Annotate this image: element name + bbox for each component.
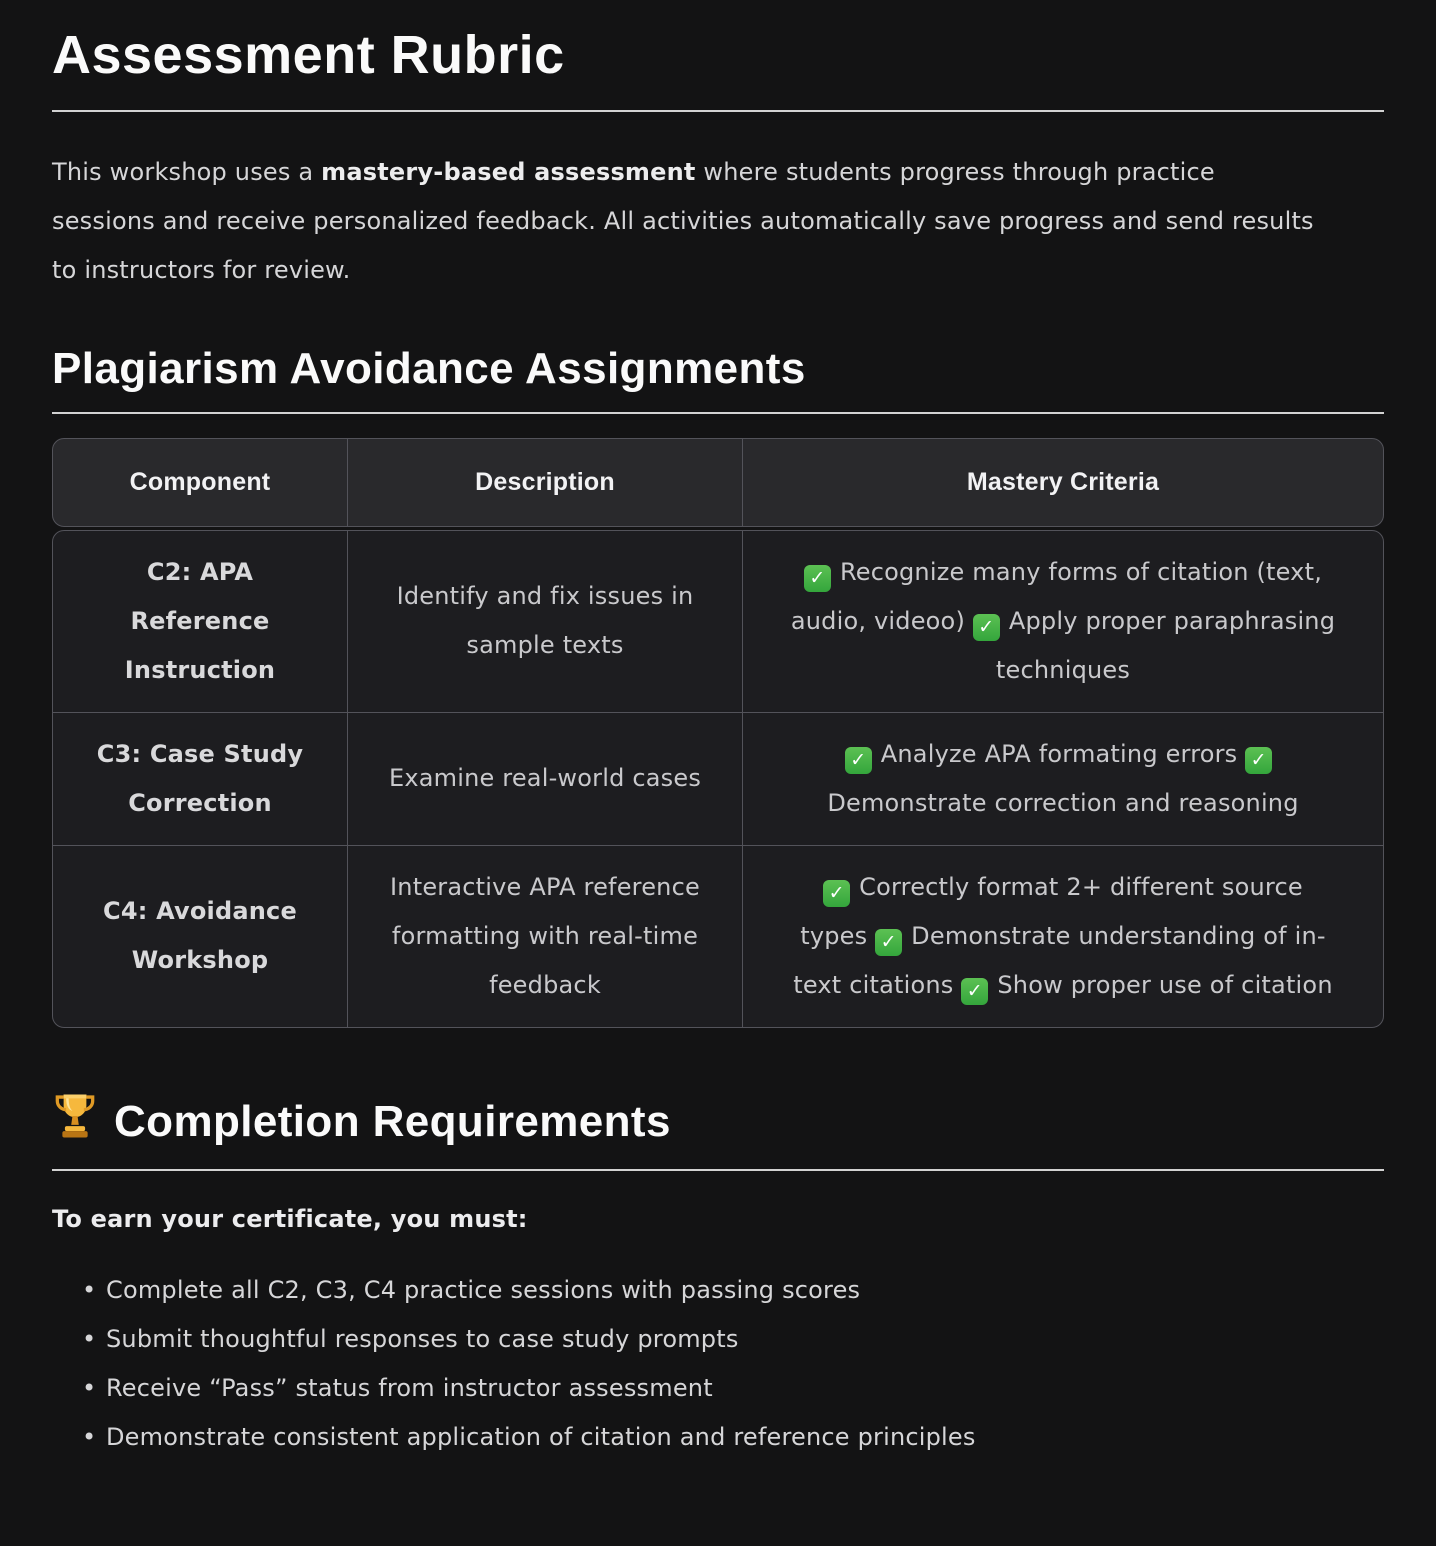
criteria-cell-text (791, 730, 1336, 828)
divider (52, 1169, 1384, 1171)
intro-bold-text: mastery-based assessment (321, 158, 696, 187)
list-item (82, 1364, 1384, 1413)
component-cell (53, 846, 347, 1027)
intro-text: where students progress through practice sessions and receive personalized feedback. All activities automatically save progress and send results to instructors for review. (52, 158, 1314, 285)
check-icon: ✓ (823, 880, 850, 907)
table-body (52, 530, 1384, 1028)
check-icon: ✓ (875, 929, 902, 956)
trophy-icon (52, 1092, 98, 1153)
component-cell (53, 713, 347, 845)
page-title: Assessment Rubric (52, 25, 565, 85)
column-header: Description (347, 439, 742, 526)
check-icon: ✓ (845, 747, 872, 774)
list-item-text: Demonstrate consistent application of citation and reference principles (106, 1422, 976, 1451)
bullet-icon: • (82, 1275, 97, 1304)
criteria-text: Demonstrate correction and reasoning (827, 788, 1299, 817)
description-cell (347, 713, 742, 845)
criteria-cell (742, 846, 1383, 1027)
criteria-text: Analyze APA formating errors (880, 739, 1238, 768)
description-cell (347, 531, 742, 712)
list-item (82, 1266, 1384, 1315)
bullet-icon: • (82, 1324, 97, 1353)
criteria-item (973, 607, 1335, 684)
criteria-text: Recognize many forms of citation (text, audio, videoo) (790, 557, 1323, 635)
table-header-row (52, 438, 1384, 527)
completion-heading-text: Completion Requirements (114, 1096, 671, 1146)
table-row (53, 531, 1383, 712)
criteria-text: Demonstrate understanding of in-text citations (793, 921, 1326, 999)
list-item-text: Complete all C2, C3, C4 practice sessions with passing scores (106, 1275, 861, 1304)
criteria-text: Show proper use of citation (997, 970, 1333, 999)
component-cell-text: C4: Avoidance Workshop (103, 897, 297, 975)
list-item-text: Submit thoughtful responses to case study prompts (106, 1324, 739, 1353)
intro-paragraph (52, 148, 1322, 295)
column-header: Component (129, 467, 271, 496)
criteria-cell (742, 531, 1383, 712)
description-cell (347, 846, 742, 1027)
criteria-cell-text (791, 548, 1336, 695)
completion-lead: To earn your certificate, you must: (52, 1204, 528, 1233)
assignments-table (52, 438, 1384, 1028)
check-icon: ✓ (1245, 747, 1272, 774)
divider (52, 110, 1384, 112)
check-icon: ✓ (973, 614, 1000, 641)
bullet-icon: • (82, 1422, 97, 1451)
description-cell-text: Interactive APA reference formatting with real-time feedback (390, 872, 700, 999)
completion-heading (52, 1092, 1384, 1153)
intro-text: This workshop uses a (52, 158, 322, 187)
bullet-icon: • (82, 1373, 97, 1402)
criteria-cell (742, 713, 1383, 845)
criteria-item (961, 970, 1333, 1002)
requirements-list (52, 1266, 1384, 1462)
check-icon: ✓ (961, 978, 988, 1005)
list-item (82, 1413, 1384, 1462)
criteria-item (845, 739, 1238, 771)
assignments-heading: Plagiarism Avoidance Assignments (52, 344, 806, 394)
criteria-cell-text (791, 863, 1336, 1010)
table-row (53, 712, 1383, 845)
component-cell-text: C2: APA Reference Instruction (124, 557, 276, 684)
criteria-text: Correctly format 2+ different source types (800, 872, 1303, 950)
check-icon: ✓ (804, 565, 831, 592)
list-item (82, 1315, 1384, 1364)
column-header: Mastery Criteria (742, 439, 1383, 526)
description-cell-text: Identify and fix issues in sample texts (396, 582, 694, 660)
list-item-text: Receive “Pass” status from instructor assessment (106, 1373, 713, 1402)
component-cell-text: C3: Case Study Correction (96, 739, 304, 817)
divider (52, 412, 1384, 414)
description-cell-text: Examine real-world cases (388, 764, 702, 793)
component-cell (53, 531, 347, 712)
criteria-text: Apply proper paraphrasing techniques (995, 606, 1336, 684)
table-row (53, 845, 1383, 1027)
